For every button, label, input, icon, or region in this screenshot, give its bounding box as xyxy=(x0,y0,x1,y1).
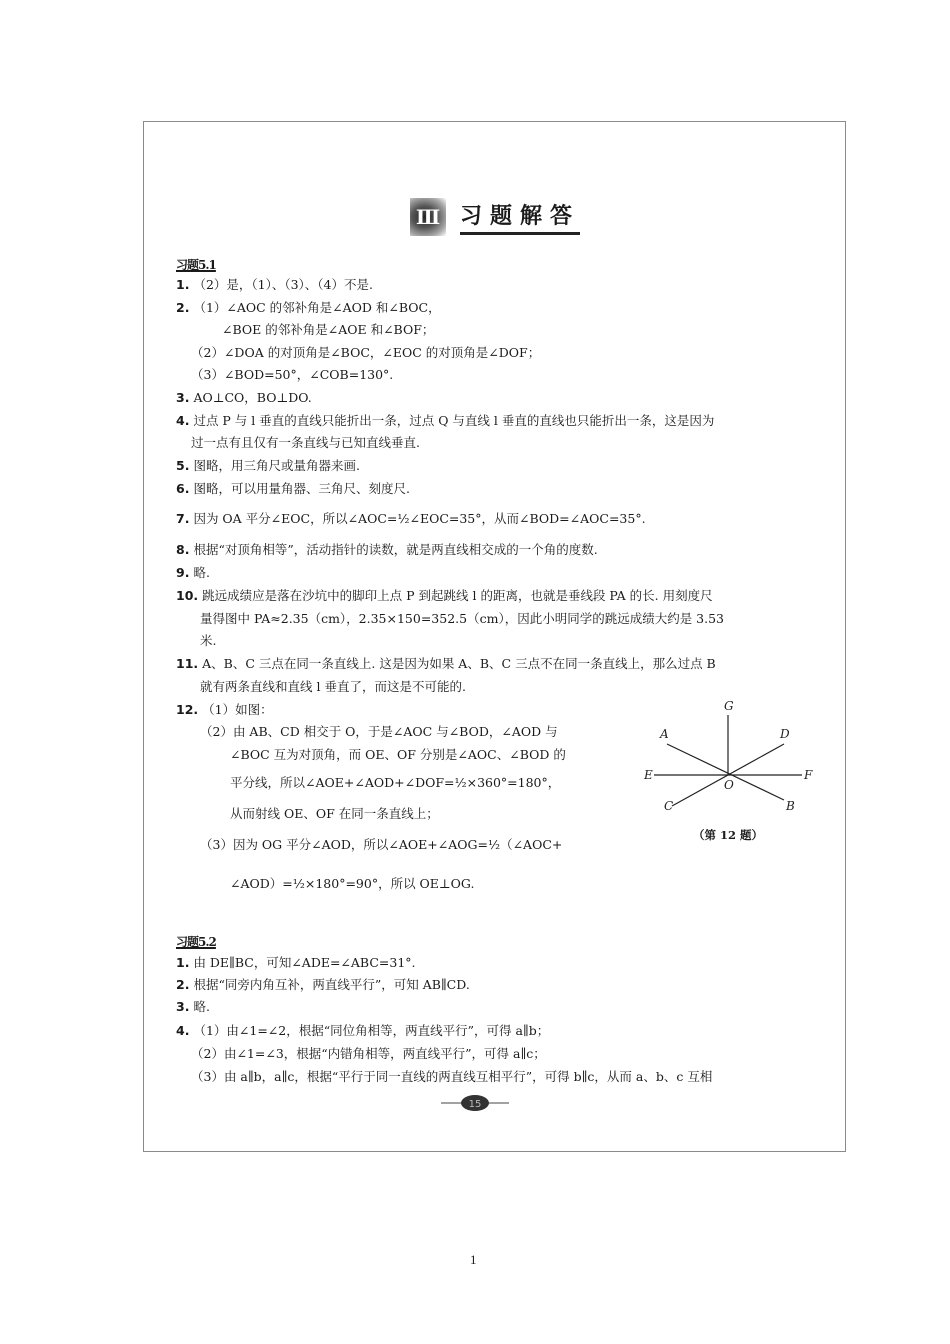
answer-line: （3）∠BOD=50°，∠COB=130°. xyxy=(191,367,394,382)
title-roman-badge: Ⅲ xyxy=(410,198,446,236)
page-frame xyxy=(143,121,846,1152)
answer-line: 6. 图略，可以用量角器、三角尺、刻度尺. xyxy=(176,481,410,496)
answer-line: 量得图中 PA≈2.35（cm），2.35×150=352.5（cm），因此小明同学的跳远成绩大约是 3.53 xyxy=(200,611,725,626)
answer-line: ∠AOD）=½×180°=90°，所以 OE⊥OG. xyxy=(230,876,475,891)
answer-line: 4. 过点 P 与 l 垂直的直线只能折出一条，过点 Q 与直线 l 垂直的直线也只能折出一条，这是因为 xyxy=(176,413,715,428)
angle-figure xyxy=(636,698,826,848)
answer-line: 米. xyxy=(200,633,217,648)
answer-line: 10. 跳远成绩应是落在沙坑中的脚印上点 P 到起跳线 l 的距离，也就是垂线段 PA 的长. 用刻度尺 xyxy=(176,588,713,603)
section-heading-5-1: 习题5.1 xyxy=(176,258,216,272)
label-b: B xyxy=(786,799,795,813)
label-d: D xyxy=(780,727,790,741)
label-o: O xyxy=(724,778,734,792)
answer-line: 12. （1）如图： xyxy=(176,702,273,717)
answer-line: 2. （1）∠AOC 的邻补角是∠AOD 和∠BOC， xyxy=(176,300,441,315)
answer-line: 4. （1）由∠1=∠2，根据“同位角相等，两直线平行”，可得 a∥b； xyxy=(176,1023,550,1038)
answer-line: 1. 由 DE∥BC，可知∠ADE=∠ABC=31°. xyxy=(176,955,416,970)
answer-line: 5. 图略，用三角尺或量角器来画. xyxy=(176,458,360,473)
answer-line: 9. 略. xyxy=(176,565,210,580)
answer-line: 7. 因为 OA 平分∠EOC，所以∠AOC=½∠EOC=35°，从而∠BOD=∠AOC=35°. xyxy=(176,511,646,526)
answer-line: （2）由∠1=∠3，根据“内错角相等，两直线平行”，可得 a∥c； xyxy=(191,1046,546,1061)
section-title xyxy=(410,197,580,237)
label-g: G xyxy=(724,699,734,713)
answer-line: 3. 略. xyxy=(176,999,210,1014)
answer-line: （2）∠DOA 的对顶角是∠BOC，∠EOC 的对顶角是∠DOF； xyxy=(191,345,541,360)
answer-line: 1. （2）是，（1）、（3）、（4）不是. xyxy=(176,277,373,292)
ornament-page-number: 15 xyxy=(468,1099,482,1110)
answer-line: 平分线，所以∠AOE+∠AOD+∠DOF=½×360°=180°， xyxy=(230,775,561,790)
answer-line: 8. 根据“对顶角相等”，活动指针的读数，就是两直线相交成的一个角的度数. xyxy=(176,542,598,557)
answer-line: 从而射线 OE、OF 在同一条直线上； xyxy=(230,806,439,821)
page-number: 1 xyxy=(470,1252,477,1267)
answer-line: ∠BOC 互为对顶角，而 OE、OF 分别是∠AOC、∠BOD 的 xyxy=(230,747,566,762)
label-e: E xyxy=(644,768,653,782)
label-a: A xyxy=(660,727,669,741)
answer-line: 2. 根据“同旁内角互补，两直线平行”，可知 AB∥CD. xyxy=(176,977,470,992)
answer-line: 就有两条直线和直线 l 垂直了，而这是不可能的. xyxy=(200,679,466,694)
answer-line: （2）由 AB、CD 相交于 O，于是∠AOC 与∠BOD，∠AOD 与 xyxy=(200,724,558,739)
label-f: F xyxy=(804,768,813,782)
answer-line: 过一点有且仅有一条直线与已知直线垂直. xyxy=(191,435,420,450)
answer-line: （3）由 a∥b，a∥c，根据“平行于同一直线的两直线互相平行”，可得 b∥c，从而 a、b、c 互相 xyxy=(191,1069,713,1084)
answer-line: ∠BOE 的邻补角是∠AOE 和∠BOF； xyxy=(222,322,435,337)
section-heading-5-2: 习题5.2 xyxy=(176,935,216,949)
page-ornament xyxy=(441,1092,509,1114)
answer-line: （3）因为 OG 平分∠AOD，所以∠AOE+∠AOG=½（∠AOC+ xyxy=(200,837,563,852)
answer-line: 3. AO⊥CO，BO⊥DO. xyxy=(176,390,312,405)
answer-line: 11. A、B、C 三点在同一条直线上. 这是因为如果 A、B、C 三点不在同一条直线上，那么过点 B xyxy=(176,656,716,671)
figure-caption: （第 12 题） xyxy=(693,828,764,842)
label-c: C xyxy=(664,799,674,813)
title-text: 习题解答 xyxy=(460,199,580,235)
